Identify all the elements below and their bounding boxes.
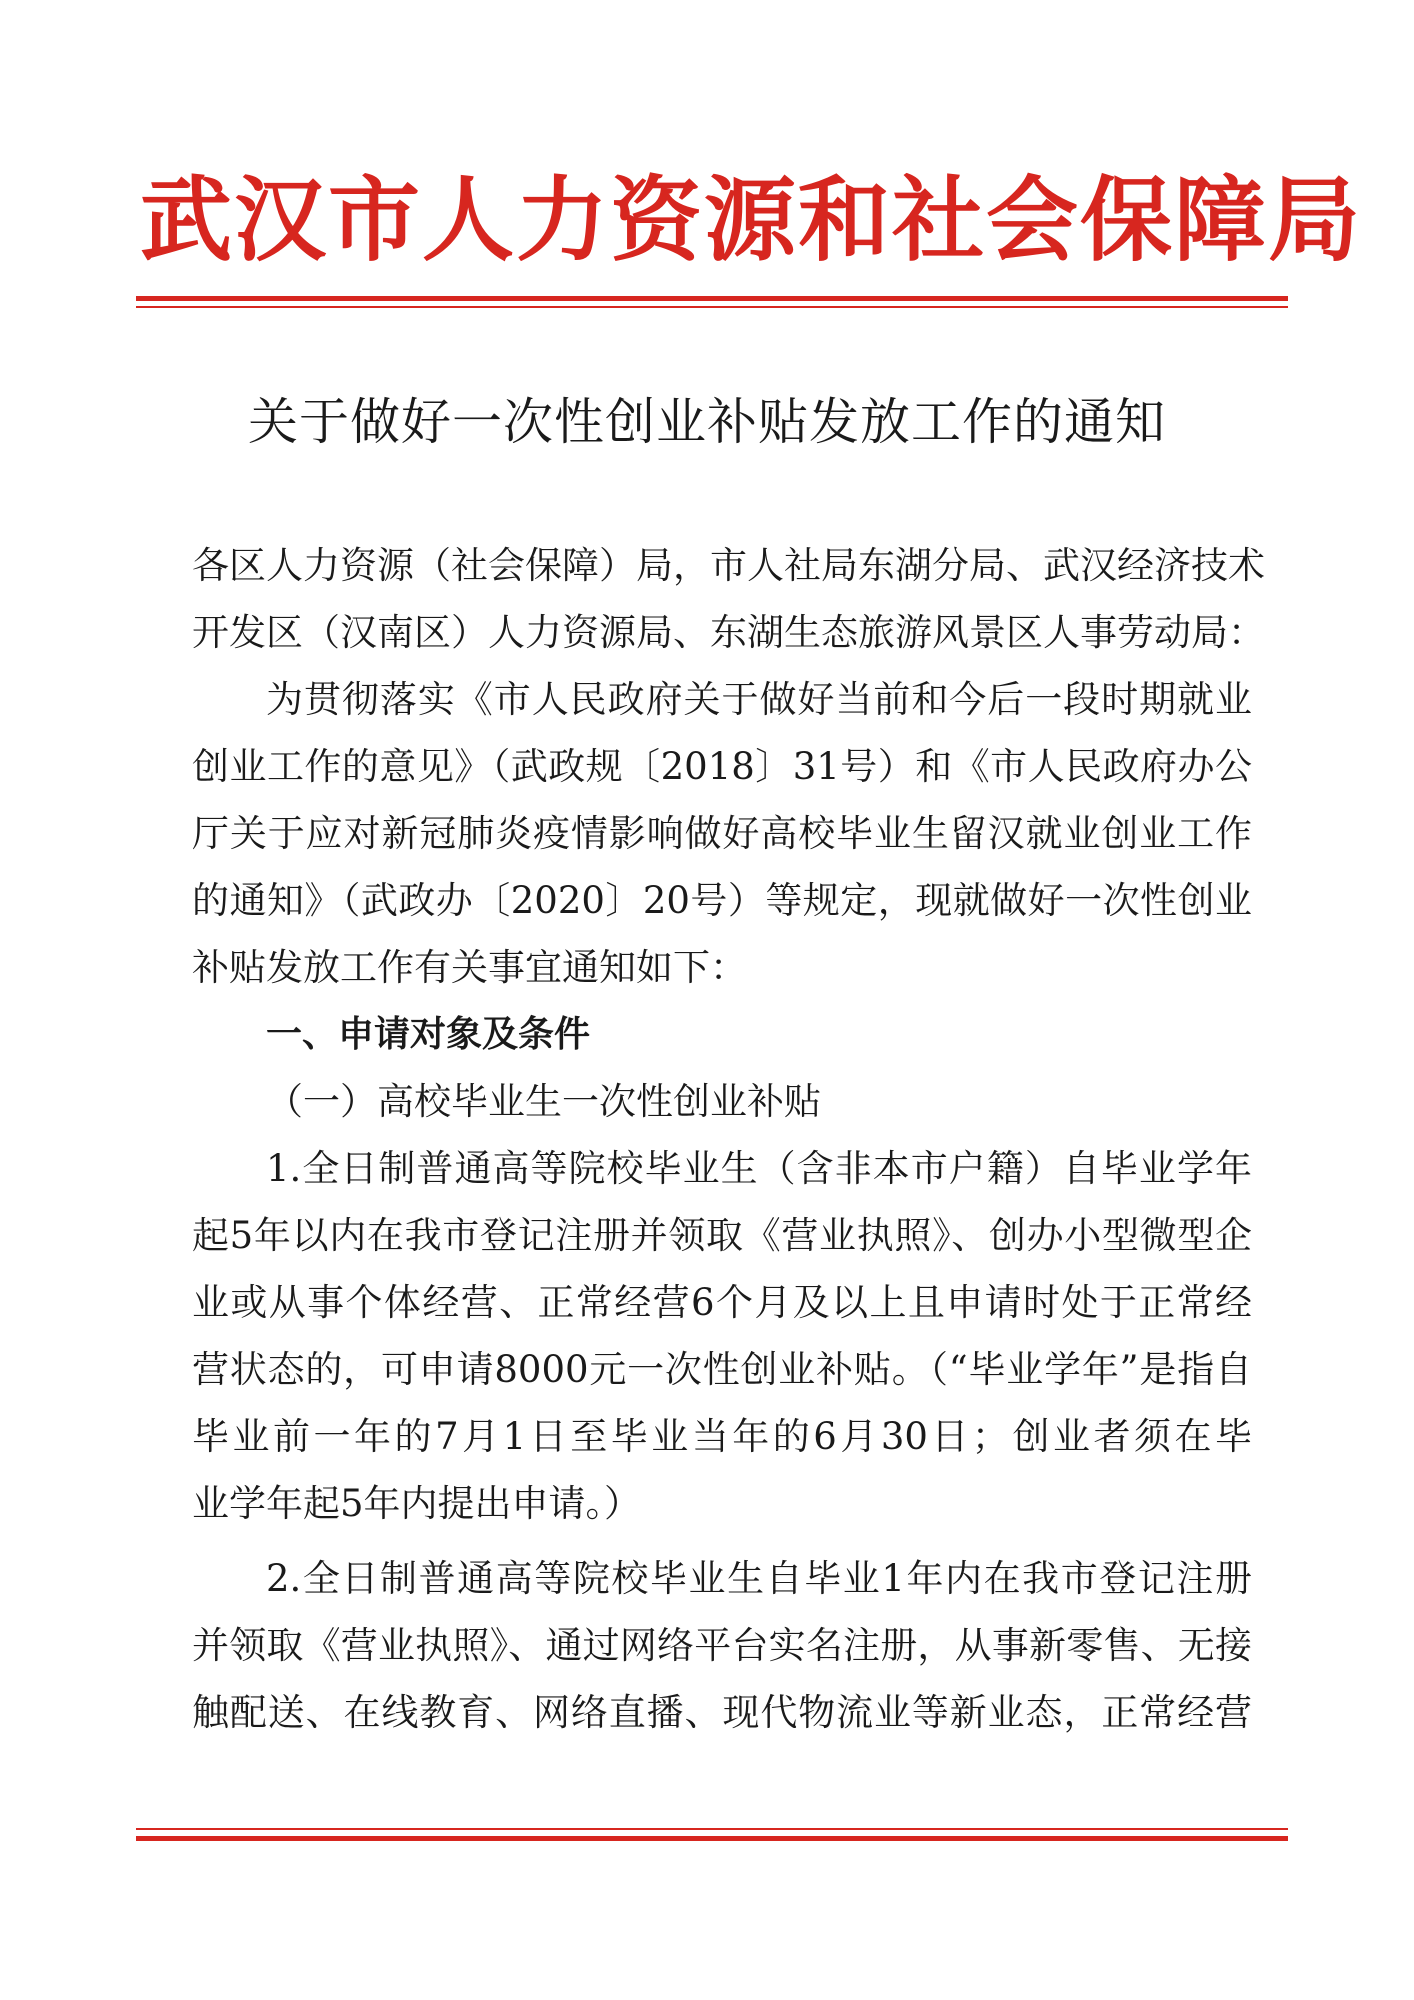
footer-red-rule-thick bbox=[136, 1836, 1288, 1841]
paragraph-line: 起5年以内在我市登记注册并领取《营业执照》、创办小型微型企 bbox=[192, 1214, 1252, 1257]
paragraph-line: 并领取《营业执照》、通过网络平台实名注册，从事新零售、无接 bbox=[192, 1624, 1252, 1667]
section-heading: 一、申请对象及条件 bbox=[266, 1014, 591, 1055]
document-body bbox=[192, 532, 1265, 1746]
paragraph-line: 的通知》（武政办〔2020〕20号）等规定，现就做好一次性创业 bbox=[192, 879, 1252, 922]
paragraph-line: 业学年起5年内提出申请。） bbox=[192, 1482, 642, 1525]
paragraph-line: 补贴发放工作有关事宜通知如下： bbox=[192, 946, 747, 989]
paragraph-line: 2.全日制普通高等院校毕业生自毕业1年内在我市登记注册 bbox=[266, 1557, 1252, 1600]
header-red-rule-thick bbox=[136, 296, 1288, 301]
footer-red-rule-thin bbox=[136, 1828, 1288, 1830]
agency-header: 武汉市人力资源和社会保障局 bbox=[140, 166, 1363, 274]
paragraph-line: 厅关于应对新冠肺炎疫情影响做好高校毕业生留汉就业创业工作 bbox=[192, 812, 1252, 855]
paragraph-line: 营状态的，可申请8000元一次性创业补贴。（“毕业学年”是指自 bbox=[192, 1348, 1252, 1391]
document-title: 关于做好一次性创业补贴发放工作的通知 bbox=[248, 393, 1166, 451]
addressee-line-1: 各区人力资源（社会保障）局，市人社局东湖分局、武汉经济技术 bbox=[192, 544, 1265, 587]
paragraph-line: 业或从事个体经营、正常经营6个月及以上且申请时处于正常经 bbox=[192, 1281, 1252, 1324]
paragraph-line: 触配送、在线教育、网络直播、现代物流业等新业态，正常经营 bbox=[192, 1691, 1252, 1734]
header-red-rule-thin bbox=[136, 306, 1288, 308]
paragraph-line: 为贯彻落实《市人民政府关于做好当前和今后一段时期就业 bbox=[266, 678, 1252, 721]
paragraph-line: 1.全日制普通高等院校毕业生（含非本市户籍）自毕业学年 bbox=[266, 1147, 1252, 1190]
addressee-line-2: 开发区（汉南区）人力资源局、东湖生态旅游风景区人事劳动局： bbox=[192, 611, 1265, 654]
subsection-heading: （一）高校毕业生一次性创业补贴 bbox=[266, 1080, 821, 1123]
paragraph-line: 毕业前一年的7月1日至毕业当年的6月30日；创业者须在毕 bbox=[192, 1415, 1252, 1458]
paragraph-line: 创业工作的意见》（武政规〔2018〕31号）和《市人民政府办公 bbox=[192, 745, 1252, 788]
